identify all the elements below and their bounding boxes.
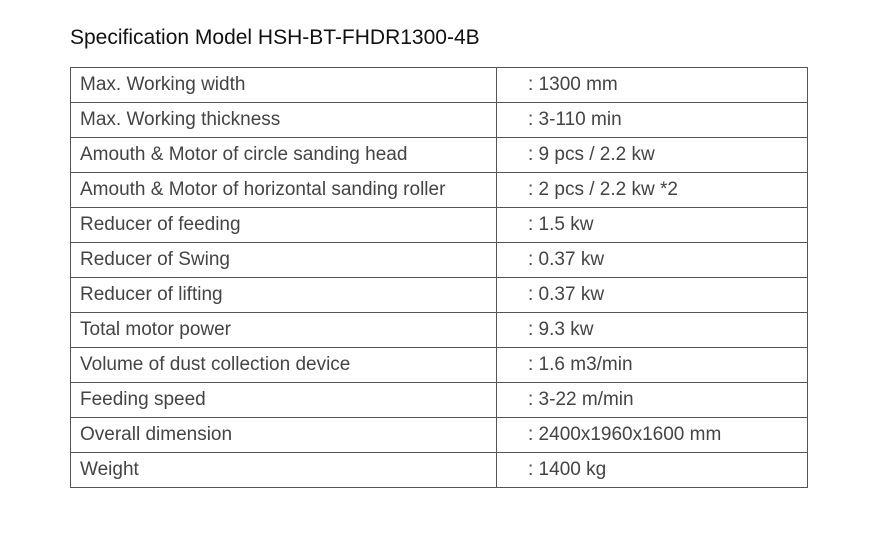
table-row [71,103,808,138]
table-row [71,173,808,208]
spec-value: : 1300 mm [497,68,808,103]
table-row [71,383,808,418]
table-row [71,138,808,173]
spec-label: Max. Working thickness [71,103,497,138]
table-row [71,208,808,243]
spec-value: : 9 pcs / 2.2 kw [497,138,808,173]
spec-label: Reducer of Swing [71,243,497,278]
spec-value: : 1400 kg [497,453,808,488]
spec-label: Amouth & Motor of horizontal sanding roller [71,173,497,208]
spec-value: : 3-22 m/min [497,383,808,418]
spec-label: Max. Working width [71,68,497,103]
spec-label: Reducer of feeding [71,208,497,243]
spec-value: : 2 pcs / 2.2 kw *2 [497,173,808,208]
spec-value: : 3-110 min [497,103,808,138]
spec-label: Volume of dust collection device [71,348,497,383]
table-row [71,348,808,383]
spec-label: Feeding speed [71,383,497,418]
spec-label: Total motor power [71,313,497,348]
spec-label: Reducer of lifting [71,278,497,313]
table-row [71,243,808,278]
spec-value: : 1.6 m3/min [497,348,808,383]
spec-value: : 2400x1960x1600 mm [497,418,808,453]
spec-label: Amouth & Motor of circle sanding head [71,138,497,173]
table-row [71,313,808,348]
table-row [71,453,808,488]
spec-value: : 0.37 kw [497,278,808,313]
spec-value: : 1.5 kw [497,208,808,243]
spec-label: Weight [71,453,497,488]
page-title: Specification Model HSH-BT-FHDR1300-4B [70,26,480,49]
specification-table [70,67,808,488]
table-row [71,68,808,103]
table-row [71,278,808,313]
spec-value: : 9.3 kw [497,313,808,348]
spec-value: : 0.37 kw [497,243,808,278]
table-row [71,418,808,453]
spec-label: Overall dimension [71,418,497,453]
